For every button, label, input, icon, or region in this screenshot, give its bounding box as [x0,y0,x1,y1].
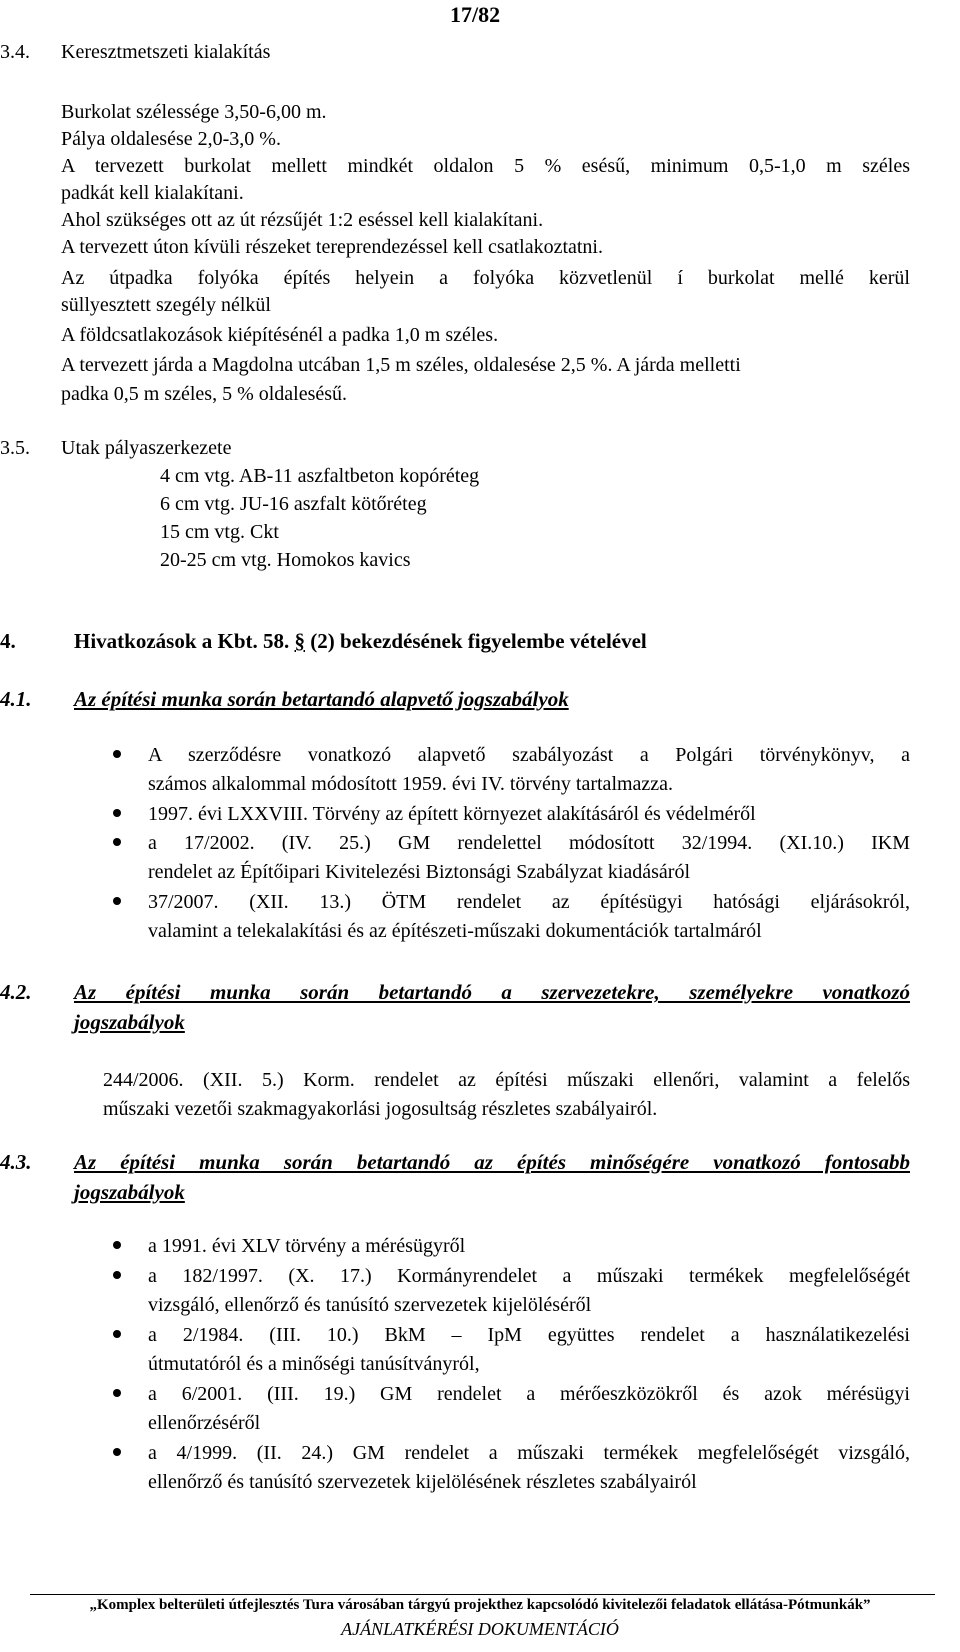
chapter-title-part: (2) bekezdésének figyelembe vételével [305,629,647,653]
text-line: műszaki vezetői szakmagyakorlási jogosultság részletes szabályairól. [103,1098,658,1120]
subsection-title: Az építési munka során betartandó a szervezetekre, személyekre vonatkozó [74,980,910,1004]
subsection-number: 4.3. [0,1150,32,1174]
subsection-number: 4.1. [0,687,32,711]
bullet-icon [113,838,121,846]
bullet-icon [113,1271,121,1279]
list-item-line: a 17/2002. (IV. 25.) GM rendelettel módosított 32/1994. (XI.10.) IKM [148,832,910,854]
list-item-line: a 6/2001. (III. 19.) GM rendelet a mérőeszközökről és azok mérésügyi [148,1383,910,1405]
list-item-line: 37/2007. (XII. 13.) ÖTM rendelet az építésügyi hatósági eljárásokról, [148,891,910,913]
text-line: A tervezett járda a Magdolna utcában 1,5 m széles, oldalesése 2,5 %. A járda melletti [61,354,741,376]
list-item-line: számos alkalommal módosított 1959. évi IV. törvény tartalmazza. [148,773,674,795]
list-item-line: ellenőrzéséről [148,1412,261,1434]
footer-doc-title: AJÁNLATKÉRÉSI DOKUMENTÁCIÓ [341,1619,619,1639]
layer-line: 15 cm vtg. Ckt [160,521,279,543]
footer-divider [30,1594,935,1595]
chapter-number: 4. [0,629,16,653]
list-item-line: vizsgáló, ellenőrző és tanúsító szervezetek kijelöléséről [148,1294,592,1316]
footer-project: „Komplex belterületi útfejlesztés Tura városában tárgyú projekthez kapcsolódó kivitelezői feladatok ellátása-Pótmunkák” [89,1597,871,1613]
list-item-line: a 2/1984. (III. 10.) BkM – IpM együttes rendelet a használatikezelési [148,1324,910,1346]
text-line: Ahol szükséges ott az út rézsűjét 1:2 eséssel kell kialakítani. [61,209,544,231]
text-line: süllyesztett szegély nélkül [61,294,271,316]
subsection-number: 4.2. [0,980,32,1004]
chapter-title-part: Hivatkozások a Kbt. 58. [74,629,295,653]
subsection-title: jogszabályok [74,1180,185,1204]
list-item-line: a 182/1997. (X. 17.) Kormányrendelet a műszaki termékek megfelelőségét [148,1265,910,1287]
list-item-line: a 1991. évi XLV törvény a mérésügyről [148,1235,466,1257]
text-line: 244/2006. (XII. 5.) Korm. rendelet az építési műszaki ellenőri, valamint a felelős [103,1069,910,1091]
text-line: Pálya oldalesése 2,0-3,0 %. [61,128,281,150]
bullet-icon [113,1389,121,1397]
bullet-icon [113,1448,121,1456]
list-item-line: a 4/1999. (II. 24.) GM rendelet a műszaki termékek megfelelőségét vizsgáló, [148,1442,910,1464]
section-title: Utak pályaszerkezete [61,437,232,459]
text-line: padka 0,5 m széles, 5 % oldalesésű. [61,383,348,405]
layer-line: 4 cm vtg. AB-11 aszfaltbeton kopóréteg [160,465,480,487]
subsection-title: jogszabályok [74,1010,185,1034]
list-item-line: 1997. évi LXXVIII. Törvény az épített környezet alakításáról és védelméről [148,803,756,825]
section-sign: § [294,629,306,653]
text-line: padkát kell kialakítani. [61,182,244,204]
text-line: A tervezett úton kívüli részeket tereprendezéssel kell csatlakoztatni. [61,236,603,258]
text-line: A földcsatlakozások kiépítésénél a padka 1,0 m széles. [61,324,499,346]
layer-line: 20-25 cm vtg. Homokos kavics [160,549,411,571]
bullet-icon [113,1330,121,1338]
list-item-line: rendelet az Építőipari Kivitelezési Biztonsági Szabályzat kiadásáról [148,861,691,883]
bullet-icon [113,750,121,758]
page-number: 17/82 [450,2,501,27]
subsection-title: Az építési munka során betartandó az építés minőségére vonatkozó fontosabb [74,1150,910,1174]
text-line: A tervezett burkolat mellett mindkét oldalon 5 % esésű, minimum 0,5-1,0 m széles [61,155,910,177]
chapter-title [74,629,647,654]
section-number: 3.5. [0,437,30,459]
bullet-icon [113,897,121,905]
list-item-line: útmutatóról és a minőségi tanúsítványról, [148,1353,480,1375]
text-line: Az útpadka folyóka építés helyein a folyóka közvetlenül í burkolat mellé kerül [61,267,910,289]
bullet-icon [113,809,121,817]
text-line: Burkolat szélessége 3,50-6,00 m. [61,101,327,123]
section-title: Keresztmetszeti kialakítás [61,41,271,63]
list-item-line: A szerződésre vonatkozó alapvető szabályozást a Polgári törvénykönyv, a [148,744,910,766]
list-item-line: valamint a telekalakítási és az építészeti-műszaki dokumentációk tartalmáról [148,920,762,942]
subsection-title: Az építési munka során betartandó alapvető jogszabályok [74,687,569,711]
list-item-line: ellenőrző és tanúsító szervezetek kijelölésének részletes szabályairól [148,1471,697,1493]
bullet-icon [113,1241,121,1249]
section-number: 3.4. [0,41,30,63]
layer-line: 6 cm vtg. JU-16 aszfalt kötőréteg [160,493,427,515]
